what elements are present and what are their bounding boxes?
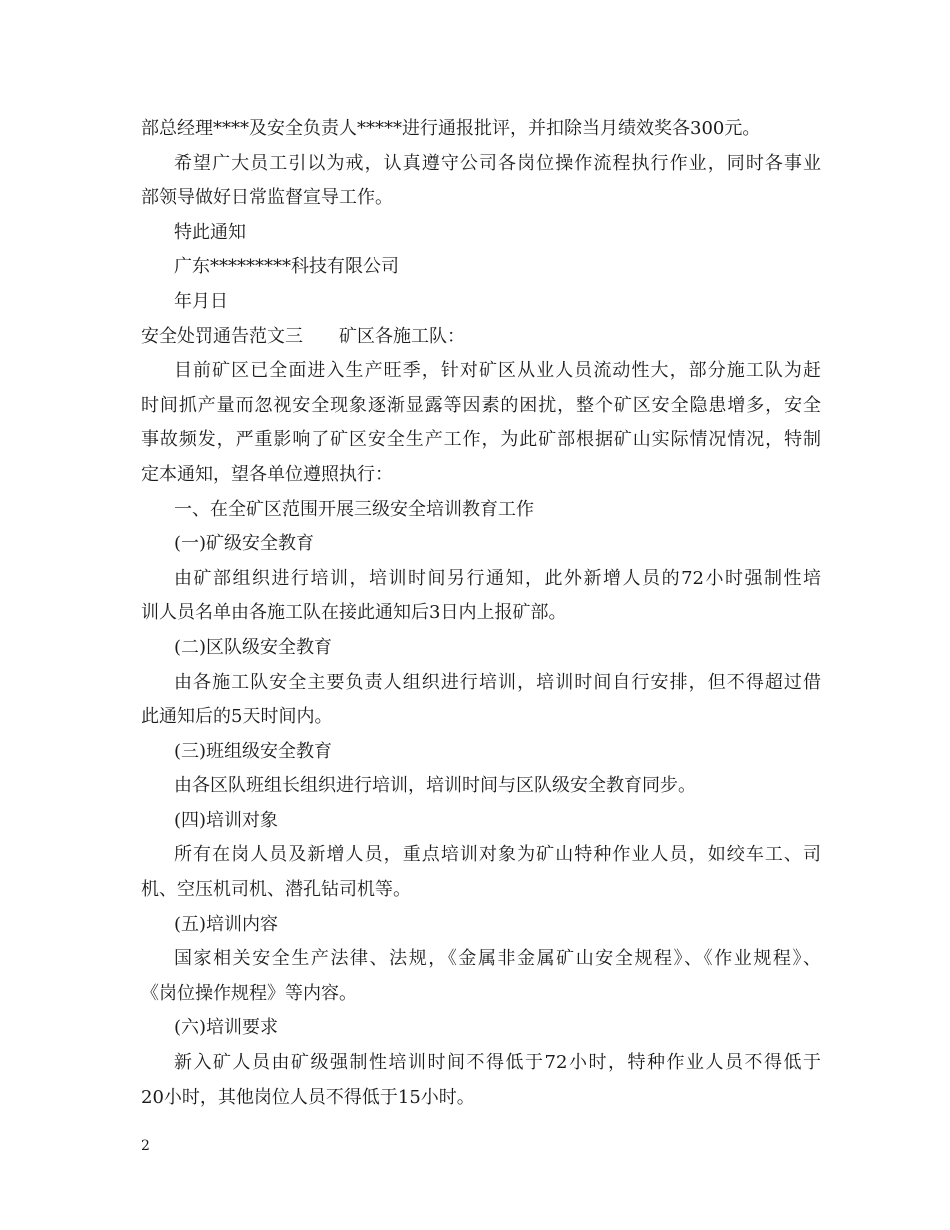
page-number: 2 — [141, 1138, 150, 1154]
company-name: 广东*********科技有限公司 — [174, 256, 399, 278]
subsection-heading: 一、在全矿区范围开展三级安全培训教育工作 — [174, 498, 534, 520]
text-line: 由各施工队安全主要负责人组织进行培训，培训时间自行安排，但不得超过借 — [174, 671, 821, 693]
item-heading: (六)培训要求 — [174, 1017, 279, 1039]
section-heading — [141, 320, 821, 355]
item-heading: (三)班组级安全教育 — [174, 740, 333, 762]
document-body — [141, 112, 821, 1115]
text-line: 时间抓产量而忽视安全现象逐渐显露等因素的困扰，整个矿区安全隐患增多，安全 — [141, 394, 821, 416]
text-line: 训人员名单由各施工队在接此通知后3日内上报矿部。 — [141, 602, 567, 624]
item-heading: (四)培训对象 — [174, 809, 279, 831]
text-line: 20小时，其他岗位人员不得低于15小时。 — [141, 1086, 475, 1108]
text-line: 《岗位操作规程》等内容。 — [141, 982, 357, 1004]
text-line: 目前矿区已全面进入生产旺季，针对矿区从业人员流动性大，部分施工队为赶 — [174, 360, 821, 382]
text-line: 事故频发，严重影响了矿区安全生产工作，为此矿部根据矿山实际情况情况，特制 — [141, 429, 821, 451]
text-line: 希望广大员工引以为戒，认真遵守公司各岗位操作流程执行作业，同时各事业 — [174, 152, 821, 174]
item-heading: (二)区队级安全教育 — [174, 636, 333, 658]
item-heading: (五)培训内容 — [174, 913, 279, 935]
text-line: 由矿部组织进行培训，培训时间另行通知，此外新增人员的72小时强制性培 — [174, 567, 821, 589]
text-line: 部总经理****及安全负责人*****进行通报批评，并扣除当月绩效奖各300元。 — [141, 118, 761, 139]
closing-notice: 特此通知 — [174, 221, 246, 243]
text-line: 国家相关安全生产法律、法规，《金属非金属矿山安全规程》、《作业规程》、 — [174, 948, 821, 970]
text-line: 定本通知，望各单位遵照执行： — [141, 463, 393, 485]
text-line: 由各区队班组长组织进行培训，培训时间与区队级安全教育同步。 — [174, 775, 696, 797]
text-line: 所有在岗人员及新增人员，重点培训对象为矿山特种作业人员，如绞车工、司 — [174, 844, 821, 866]
addressee: 矿区各施工队： — [339, 325, 465, 347]
text-line: 机、空压机司机、潜孔钻司机等。 — [141, 879, 411, 901]
item-heading: (一)矿级安全教育 — [174, 533, 315, 555]
text-line: 部领导做好日常监督宣导工作。 — [141, 187, 393, 209]
text-line: 此通知后的5天时间内。 — [141, 706, 333, 728]
section-title: 安全处罚通告范文三 — [141, 325, 303, 347]
text-line: 新入矿人员由矿级强制性培训时间不得低于72小时，特种作业人员不得低于 — [174, 1052, 821, 1074]
date-line: 年月日 — [174, 290, 228, 312]
